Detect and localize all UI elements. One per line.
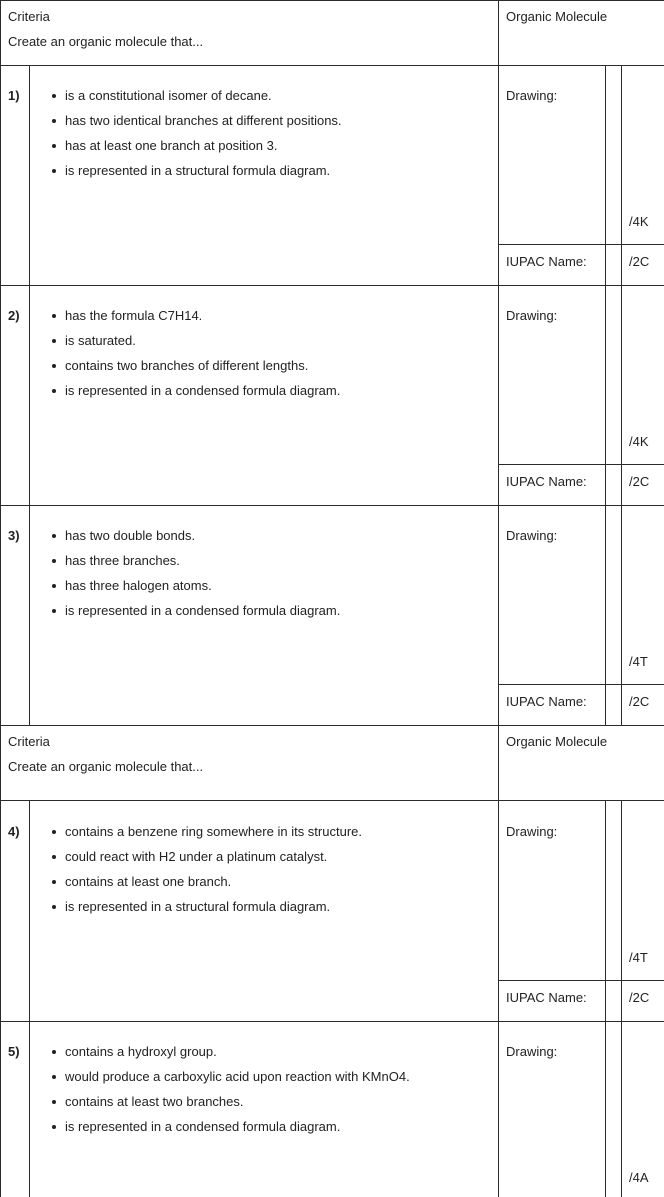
criterion-item: has two double bonds. [65,528,196,543]
criterion-item: contains a benzene ring somewhere in its structure. [65,824,362,839]
row-divider [0,285,664,286]
criterion-item: has two identical branches at different positions. [65,113,342,128]
number-column-divider [29,505,30,725]
criteria-subtitle: Create an organic molecule that... [8,759,204,774]
row-divider [0,725,664,726]
criterion-item: is a constitutional isomer of decane. [65,88,272,103]
criterion-item: has the formula C7H14. [65,308,203,323]
iupac-name-mark: /2C [629,990,650,1005]
iupac-name-mark: /2C [629,474,650,489]
row-divider [498,464,664,465]
number-column-divider [29,1021,30,1197]
iupac-name-label: IUPAC Name: [506,990,587,1005]
row-number: 1) [8,88,20,103]
criterion-item: is represented in a condensed formula diagram. [65,383,341,398]
criterion-item: contains two branches of different lengths. [65,358,309,373]
organic-molecule-title: Organic Molecule [506,9,608,24]
criteria-title: Criteria [8,734,50,749]
answer-column-divider [605,285,606,505]
row-number: 3) [8,528,20,543]
drawing-label: Drawing: [506,88,558,103]
criterion-item: contains at least one branch. [65,874,232,889]
row-number: 2) [8,308,20,323]
number-column-divider [29,800,30,1021]
number-column-divider [29,65,30,285]
criterion-item: is represented in a structural formula diagram. [65,163,331,178]
mark-column-divider [621,505,622,725]
iupac-name-mark: /2C [629,254,650,269]
row-divider [0,65,664,66]
row-divider [0,1021,664,1022]
answer-column-divider [605,65,606,285]
answer-column-divider [605,800,606,1021]
row-divider [0,505,664,506]
drawing-label: Drawing: [506,824,558,839]
mark-column-divider [621,800,622,1021]
organic-molecule-title: Organic Molecule [506,734,608,749]
mark-column-divider [621,65,622,285]
criterion-item: would produce a carboxylic acid upon reaction with KMnO4. [65,1069,410,1084]
column-divider [498,0,499,1197]
criterion-item: has at least one branch at position 3. [65,138,278,153]
criteria-title: Criteria [8,9,50,24]
number-column-divider [29,285,30,505]
criterion-item: is saturated. [65,333,136,348]
row-divider [0,800,664,801]
row-number: 5) [8,1044,20,1059]
drawing-mark: /4T [629,950,648,965]
criterion-item: contains at least two branches. [65,1094,244,1109]
criterion-item: is represented in a structural formula diagram. [65,899,331,914]
answer-column-divider [605,505,606,725]
drawing-label: Drawing: [506,308,558,323]
row-number: 4) [8,824,20,839]
answer-column-divider [605,1021,606,1197]
drawing-label: Drawing: [506,1044,558,1059]
criterion-item: has three branches. [65,553,180,568]
iupac-name-mark: /2C [629,694,650,709]
drawing-label: Drawing: [506,528,558,543]
iupac-name-label: IUPAC Name: [506,474,587,489]
mark-column-divider [621,1021,622,1197]
row-divider [498,684,664,685]
table-border-left [0,0,1,1197]
row-divider [498,980,664,981]
iupac-name-label: IUPAC Name: [506,254,587,269]
row-divider [0,0,664,1]
criterion-item: has three halogen atoms. [65,578,212,593]
drawing-mark: /4K [629,434,649,449]
drawing-mark: /4K [629,214,649,229]
mark-column-divider [621,285,622,505]
criteria-subtitle: Create an organic molecule that... [8,34,204,49]
criterion-item: is represented in a condensed formula diagram. [65,1119,341,1134]
row-divider [498,244,664,245]
criterion-item: is represented in a condensed formula diagram. [65,603,341,618]
criterion-item: contains a hydroxyl group. [65,1044,217,1059]
iupac-name-label: IUPAC Name: [506,694,587,709]
criterion-item: could react with H2 under a platinum catalyst. [65,849,328,864]
drawing-mark: /4A [629,1170,649,1185]
drawing-mark: /4T [629,654,648,669]
